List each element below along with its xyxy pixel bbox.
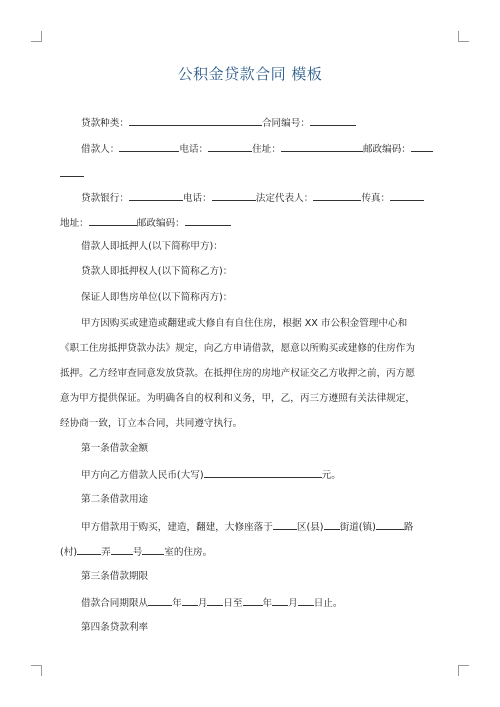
- lane-label: 弄: [101, 547, 111, 558]
- party-b: 贷款人即抵押权人(以下简称乙方)：: [81, 266, 233, 277]
- bank-address-blank[interactable]: [89, 216, 137, 226]
- preamble-line-3: 抵押。乙方经审查同意发放贷款。在抵押住房的房地产权证交乙方收押之前，丙方愿: [60, 368, 415, 379]
- number-blank[interactable]: [142, 545, 164, 555]
- bank-address-line: [60, 216, 231, 230]
- end-year-blank[interactable]: [243, 596, 263, 606]
- street-label: 街道(镇): [339, 522, 376, 533]
- borrower-blank[interactable]: [119, 142, 179, 152]
- article-2-heading: 第二条借款用途: [81, 494, 149, 505]
- bank-postcode-label: 邮政编码：: [136, 218, 185, 229]
- loan-amount-blank[interactable]: [204, 468, 322, 478]
- village-blank[interactable]: [77, 545, 101, 555]
- start-year-blank[interactable]: [148, 596, 172, 606]
- borrower-label: 借款人：: [81, 144, 120, 155]
- preamble-line-4: 意为甲方提供保证。为明确各自的权利和义务，甲，乙，丙三方遵照有关法律规定，: [60, 393, 415, 404]
- term-from-label: 借款合同期限从: [81, 598, 149, 609]
- article-2-line-2: [60, 545, 212, 559]
- loan-type-line: [81, 116, 356, 130]
- borrower-address-blank[interactable]: [281, 142, 363, 152]
- corner-mark-top-left: [31, 31, 42, 42]
- end-month-blank[interactable]: [272, 596, 288, 606]
- contract-no-label: 合同编号：: [261, 118, 310, 129]
- loan-amount-label: 甲方向乙方借款人民币(大写): [81, 470, 204, 481]
- borrower-address-label: 住址：: [252, 144, 281, 155]
- borrower-postcode-continued: [60, 167, 84, 181]
- contract-no-blank[interactable]: [310, 116, 356, 126]
- bank-postcode-blank[interactable]: [185, 216, 231, 226]
- corner-mark-bottom-left: [31, 665, 42, 676]
- fax-label: 传真：: [361, 193, 391, 204]
- party-a: 借款人即抵押人(以下简称甲方)：: [81, 241, 223, 252]
- party-c: 保证人即售房单位(以下简称丙方)：: [81, 292, 233, 303]
- legal-rep-label: 法定代表人：: [255, 193, 314, 204]
- start-year-label: 年: [172, 598, 182, 609]
- start-day-blank[interactable]: [207, 596, 223, 606]
- room-label: 室的住房。: [164, 547, 213, 558]
- lane-blank[interactable]: [111, 545, 133, 555]
- end-year-label: 年: [262, 598, 273, 609]
- bank-phone-label: 电话：: [182, 193, 212, 204]
- article-3-text: [81, 596, 343, 610]
- borrower-line: [81, 142, 433, 156]
- legal-rep-blank[interactable]: [313, 191, 361, 201]
- fax-blank[interactable]: [390, 191, 424, 201]
- borrower-phone-blank[interactable]: [208, 142, 252, 152]
- article-2-line-1: [81, 520, 413, 534]
- article-1-text: [81, 468, 341, 482]
- bank-label: 贷款银行：: [81, 193, 129, 204]
- street-blank[interactable]: [324, 520, 340, 530]
- loan-type-blank[interactable]: [129, 116, 262, 126]
- corner-mark-top-right: [458, 31, 469, 42]
- loan-amount-unit: 元。: [321, 470, 341, 481]
- district-blank[interactable]: [273, 520, 297, 530]
- district-label: 区(县): [296, 522, 324, 533]
- number-label: 号: [132, 547, 143, 558]
- article-3-heading: 第三条借款期限: [81, 571, 149, 582]
- end-month-label: 月: [288, 598, 298, 609]
- borrower-postcode-label: 邮政编码：: [362, 144, 411, 155]
- borrower-postcode-blank-2[interactable]: [60, 167, 84, 177]
- start-month-blank[interactable]: [182, 596, 198, 606]
- end-day-blank[interactable]: [298, 596, 314, 606]
- loan-type-label: 贷款种类：: [81, 118, 129, 129]
- corner-mark-bottom-right: [458, 665, 469, 676]
- article-4-heading: 第四条贷款利率: [81, 622, 149, 633]
- borrower-postcode-blank[interactable]: [411, 142, 433, 152]
- location-label: 甲方借款用于购买，建造，翻建，大修座落于: [81, 522, 273, 533]
- village-label: (村): [60, 547, 78, 558]
- document-title: 公积金贷款合同 模板: [177, 65, 323, 83]
- road-label: 路: [403, 522, 414, 533]
- bank-phone-blank[interactable]: [212, 191, 256, 201]
- preamble-line-5: 经协商一致，订立本合同，共同遵守执行。: [60, 418, 243, 429]
- bank-line: [81, 191, 424, 205]
- preamble-line-1: 甲方因购买或建造或翻建或大修自有自住住房，根据 XX 市公积金管理中心和: [81, 318, 408, 329]
- borrower-phone-label: 电话：: [179, 144, 209, 155]
- article-1-heading: 第一条借款金额: [81, 443, 149, 454]
- start-day-label: 日至: [223, 598, 243, 609]
- preamble-line-2: 《职工住房抵押贷款办法》规定，向乙方申请借款，愿意以所购买或建修的住房作为: [60, 343, 415, 354]
- end-day-label: 日止。: [313, 598, 343, 609]
- bank-address-label: 地址：: [60, 218, 89, 229]
- start-month-label: 月: [197, 598, 208, 609]
- bank-blank[interactable]: [129, 191, 183, 201]
- road-blank[interactable]: [376, 520, 404, 530]
